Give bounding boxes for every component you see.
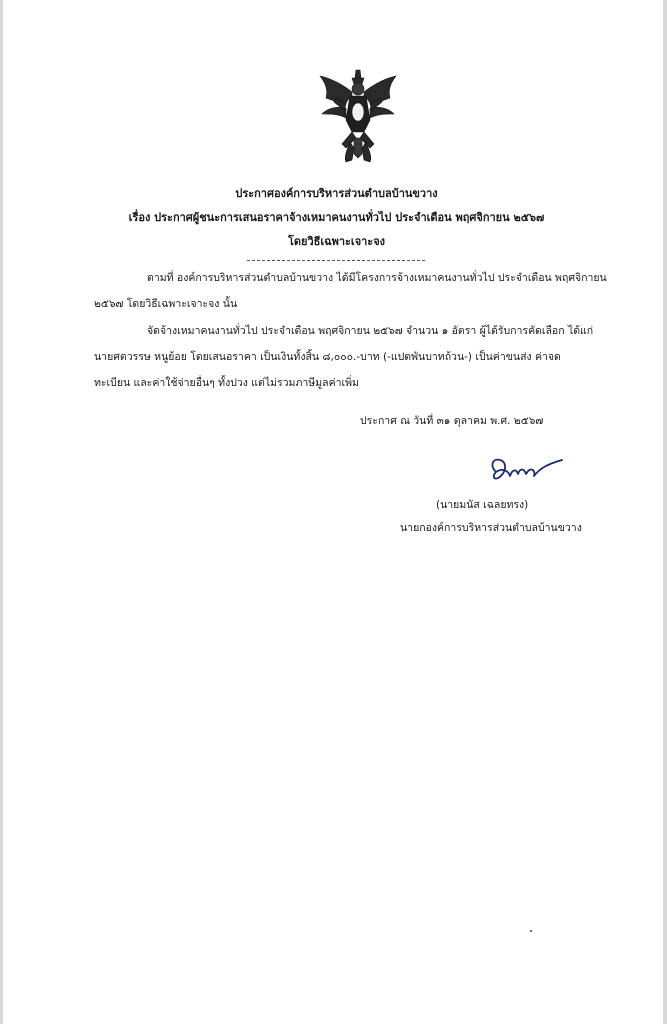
document-page [3, 0, 663, 1024]
page-speck [530, 930, 532, 932]
header-divider [247, 260, 425, 261]
paragraph-1-line-2: ๒๕๖๗ โดยวิธีเฉพาะเจาะจง นั้น [94, 298, 238, 310]
signatory-name: (นายมนัส เฉลยทรง) [436, 499, 529, 511]
paragraph-2-line-2: นายศตวรรษ หนูย้อย โดยเสนอราคา เป็นเงินทั้งสิ้น ๘,๐๐๐.-บาท (-แปดพันบาทถ้วน-) เป็นค่าขนส่ง ค่าจด [94, 351, 561, 363]
paragraph-2-line-1: จัดจ้างเหมาคนงานทั่วไป ประจำเดือน พฤศจิกายน ๒๕๖๗ จำนวน ๑ อัตรา ผู้ได้รับการคัดเลือก ได้แก่ [147, 325, 594, 337]
announcement-date: ประกาศ ณ วันที่ ๓๑ ตุลาคม พ.ศ. ๒๕๖๗ [360, 415, 544, 427]
signatory-title: นายกองค์การบริหารส่วนตำบลบ้านขวาง [400, 522, 582, 534]
announcement-method: โดยวิธีเฉพาะเจาะจง [287, 235, 386, 248]
paragraph-1-line-1: ตามที่ องค์การบริหารส่วนตำบลบ้านขวาง ได้มีโครงการจ้างเหมาคนงานทั่วไป ประจำเดือน พฤศจิกายน [147, 272, 607, 284]
paragraph-2-line-3: ทะเบียน และค่าใช้จ่ายอื่นๆ ทั้งปวง แต่ไม่รวมภาษีมูลค่าเพิ่ม [94, 377, 359, 389]
announcement-subject: เรื่อง ประกาศผู้ชนะการเสนอราคาจ้างเหมาคนงานทั่วไป ประจำเดือน พฤศจิกายน ๒๕๖๗ [128, 211, 545, 224]
handwritten-signature [486, 452, 566, 486]
garuda-emblem-icon [316, 68, 400, 164]
announcement-title: ประกาศองค์การบริหารส่วนตำบลบ้านขวาง [235, 187, 438, 200]
